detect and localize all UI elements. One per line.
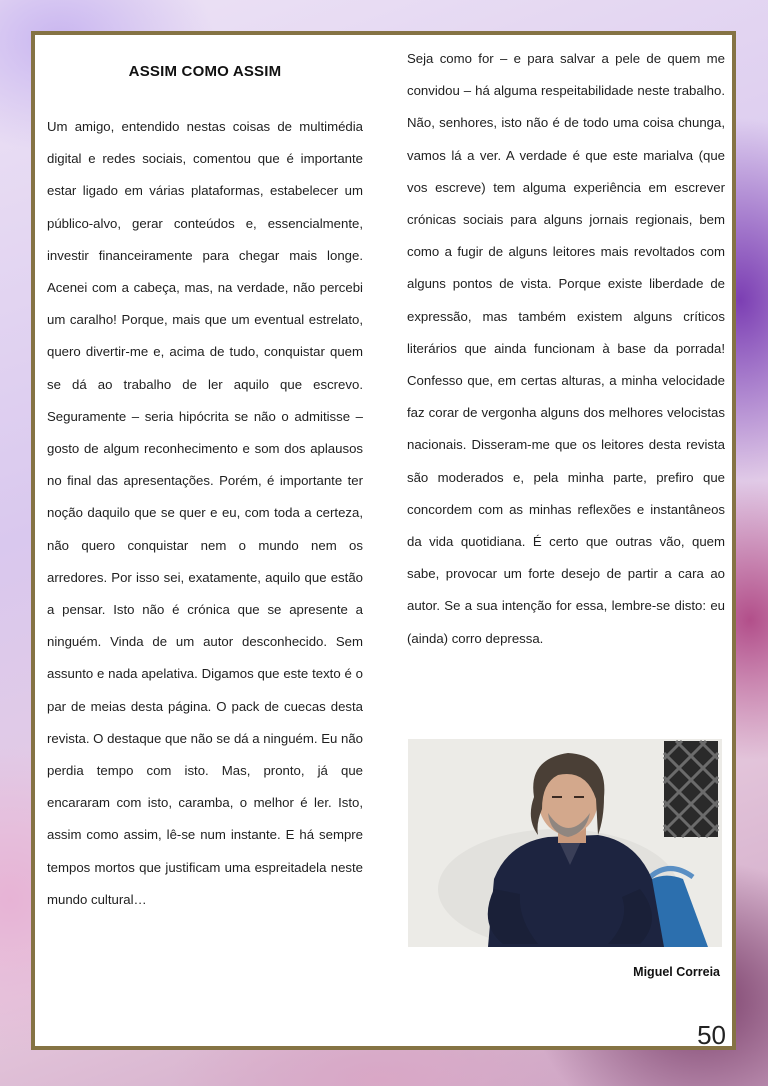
page-number: 50 <box>697 1020 726 1050</box>
author-photo-illustration <box>408 739 722 947</box>
article-text-right-column: Seja como for – e para salvar a pele de quem me convidou – há alguma respeitabilidade neste trabalho. Não, senhores, isto não é de todo uma coisa chunga, vamos lá a ver. A verdade é que este marialva (que vos escreve) tem alguma experiência em escrever crónicas sociais para alguns jornais regionais, bem como a fugir de alguns leitores mais revoltados com alguns pontos de vista. Porque existe liberdade de expressão, mas também existem alguns críticos literários que ainda funcionam à base da porrada! Confesso que, em certas alturas, a minha velocidade faz corar de vergonha alguns dos melhores velocistas nacionais. Disseram-me que os leitores desta revista são moderados e, pela minha parte, prefiro que concordem com as minhas reflexões e instantâneos da vida quotidiana. É certo que outras vão, quem sabe, provocar um forte desejo de partir a cara ao autor. Se a sua intenção for essa, lembre-se disto: eu (ainda) corro depressa. <box>407 51 725 646</box>
article-text-left-column: Um amigo, entendido nestas coisas de multimédia digital e redes sociais, comentou que é importante estar ligado em várias plataformas, estabelecer um público-alvo, gerar conteúdos e, essencialmente, investir financeiramente para chegar mais longe. Acenei com a cabeça, mas, na verdade, não percebi um caralho! Porque, mais que um eventual estrelato, quero divertir-me e, acima de tudo, conquistar quem se dá ao trabalho de ler aquilo que escrevo. Seguramente – seria hipócrita se não o admitisse – gosto de algum reconhecimento e som dos aplausos no final das apresentações. Porém, é importante ter noção daquilo que se quer e eu, com toda a certeza, não quero conquistar nem o mundo nem os arredores. Por isso sei, exatamente, aquilo que estão a pensar. Isto não é crónica que se apresente a ninguém. Vinda de um autor desconhecido. Sem assunto e nada apelativa. Digamos que este texto é o par de meias desta página. O pack de cuecas desta revista. O destaque que não se dá a ninguém. Eu não perdia tempo com isto. Mas, pronto, já que encararam com isto, caramba, o melhor é ler. Isto, assim como assim, lê-se num instante. E há sempre tempos mortos que justificam uma espreitadela neste mundo cultural… <box>47 119 363 907</box>
window-grille <box>664 741 718 837</box>
author-name: Miguel Correia <box>633 965 720 979</box>
page-frame <box>31 31 736 1050</box>
article-title: ASSIM COMO ASSIM <box>128 63 282 80</box>
author-photo <box>408 739 722 947</box>
